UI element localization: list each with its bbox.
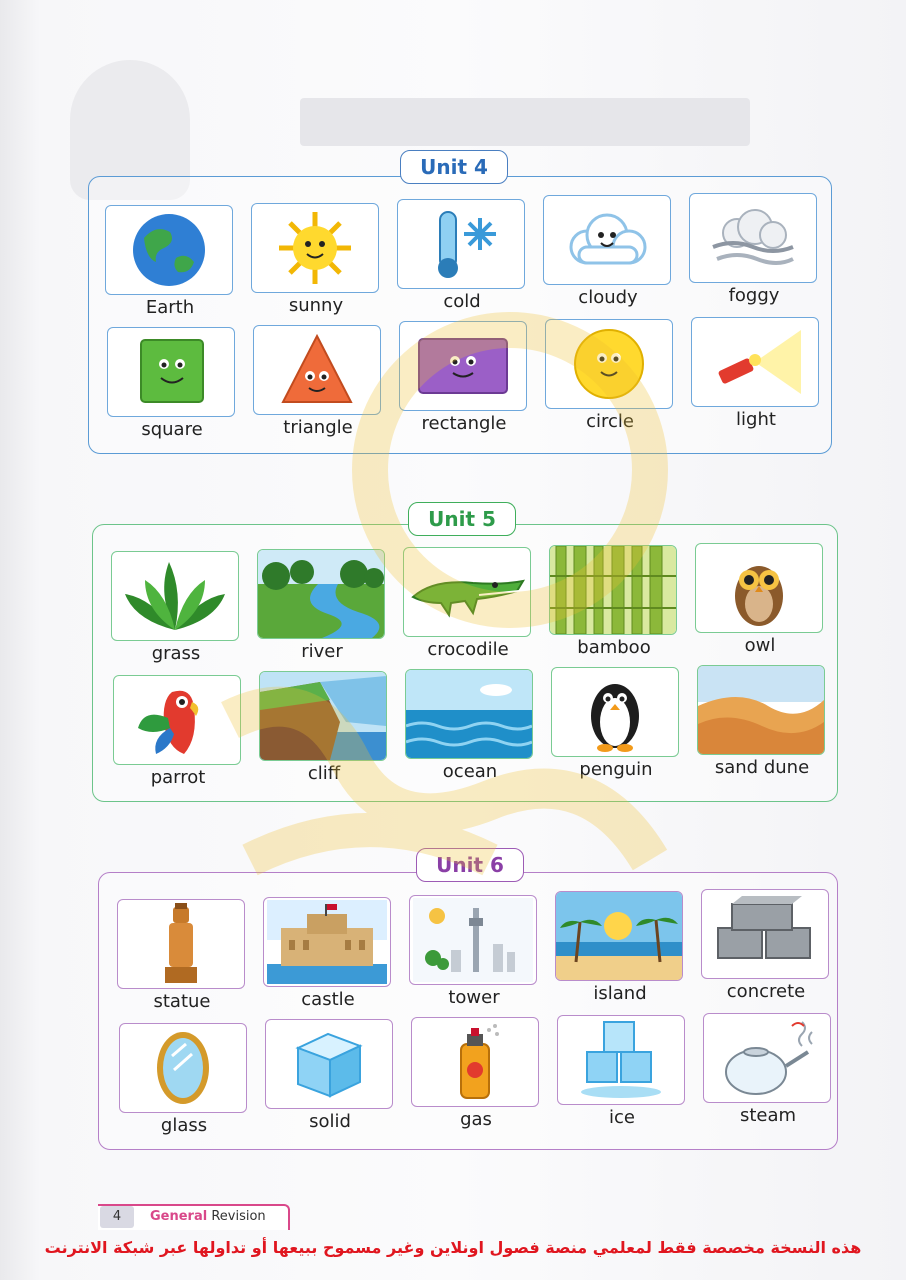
unit-4-panel [88,176,832,454]
vocab-label: Earth [145,297,195,318]
vocab-label: square [141,419,203,440]
thermometer-snowflake-icon [397,199,525,289]
cloud-icon [543,195,671,285]
vocab-label: island [593,983,647,1004]
castle-icon [263,897,391,987]
vocab-label: tower [448,987,500,1008]
vocab-card-bamboo [549,545,679,671]
vocab-card-penguin [551,667,681,793]
footer-section-word1: General [150,1209,208,1224]
vocab-label: statue [153,991,211,1012]
vocab-card-gas [411,1017,541,1143]
vocab-label: bamboo [577,637,651,658]
vocab-label: solid [309,1111,351,1132]
vocab-label: parrot [150,767,206,788]
vocab-label: sunny [288,295,344,316]
vocab-card-earth [105,205,235,331]
statue-icon [117,899,245,989]
vocab-label: cloudy [578,287,638,308]
vocab-label: rectangle [421,413,507,434]
vocab-label: owl [744,635,776,656]
copyright-notice: هذه النسخة مخصصة فقط لمعلمي منصة فصول اونلاين وغير مسموح ببيعها أو تداولها عبر شبكة الانترنت [44,1238,862,1257]
fog-cloud-icon [689,193,817,283]
cliff-icon [259,671,387,761]
tower-icon [409,895,537,985]
river-icon [257,549,385,639]
background-banner [300,98,750,146]
rectangle-icon [399,321,527,411]
triangle-icon [253,325,381,415]
vocab-card-tower [409,895,539,1021]
vocab-label: steam [739,1105,797,1126]
vocab-label: gas [460,1109,492,1130]
vocab-card-castle [263,897,393,1023]
vocab-label: crocodile [427,639,509,660]
vocab-card-sand-dune [697,665,827,791]
vocab-card-ice [557,1015,687,1141]
flashlight-icon [691,317,819,407]
ocean-icon [405,669,533,759]
vocab-label: castle [301,989,355,1010]
square-icon [107,327,235,417]
vocab-label: concrete [726,981,806,1002]
ice-cube-icon [265,1019,393,1109]
vocab-card-ocean [405,669,535,795]
vocab-card-cold [397,199,527,325]
spray-can-icon [411,1017,539,1107]
vocab-card-sunny [251,203,381,329]
vocab-card-island [555,891,685,1017]
mirror-icon [119,1023,247,1113]
vocab-label: circle [586,411,634,432]
vocab-card-foggy [689,193,819,319]
vocab-label: river [301,641,343,662]
page-number: 4 [100,1206,134,1228]
penguin-icon [551,667,679,757]
vocab-card-square [107,327,237,453]
island-icon [555,891,683,981]
vocab-card-solid [265,1019,395,1145]
vocab-card-grass [111,551,241,677]
footer-section-word2: Revision [211,1209,266,1224]
concrete-icon [701,889,829,979]
vocab-label: cold [443,291,481,312]
grass-icon [111,551,239,641]
earth-icon [105,205,233,295]
vocab-label: ice [609,1107,635,1128]
unit-6-panel [98,872,838,1150]
vocab-label: triangle [283,417,353,438]
vocab-label: foggy [728,285,780,306]
footer-section-title [150,1206,266,1228]
vocab-card-triangle [253,325,383,451]
vocab-card-river [257,549,387,675]
unit-4-title: Unit 4 [400,150,508,184]
vocab-card-glass [119,1023,249,1149]
bamboo-icon [549,545,677,635]
vocab-card-crocodile [403,547,533,673]
vocab-card-steam [703,1013,833,1139]
vocab-card-light [691,317,821,443]
unit-5-title: Unit 5 [408,502,516,536]
owl-icon [695,543,823,633]
vocab-label: glass [160,1115,208,1136]
vocab-card-cloudy [543,195,673,321]
vocab-card-cliff [259,671,389,797]
vocab-card-owl [695,543,825,669]
vocab-card-rectangle [399,321,529,447]
vocab-label: light [736,409,776,430]
vocab-card-statue [117,899,247,1025]
vocab-card-circle [545,319,675,445]
sand-dune-icon [697,665,825,755]
unit-5-panel [92,524,838,802]
ice-cubes-icon [557,1015,685,1105]
parrot-icon [113,675,241,765]
vocab-card-concrete [701,889,831,1015]
vocab-label: penguin [579,759,653,780]
vocab-card-parrot [113,675,243,801]
circle-icon [545,319,673,409]
vocab-label: ocean [442,761,498,782]
vocab-label: sand dune [714,757,810,778]
crocodile-icon [403,547,531,637]
vocab-label: grass [151,643,201,664]
unit-6-title: Unit 6 [416,848,524,882]
sun-icon [251,203,379,293]
kettle-icon [703,1013,831,1103]
vocab-label: cliff [307,763,341,784]
